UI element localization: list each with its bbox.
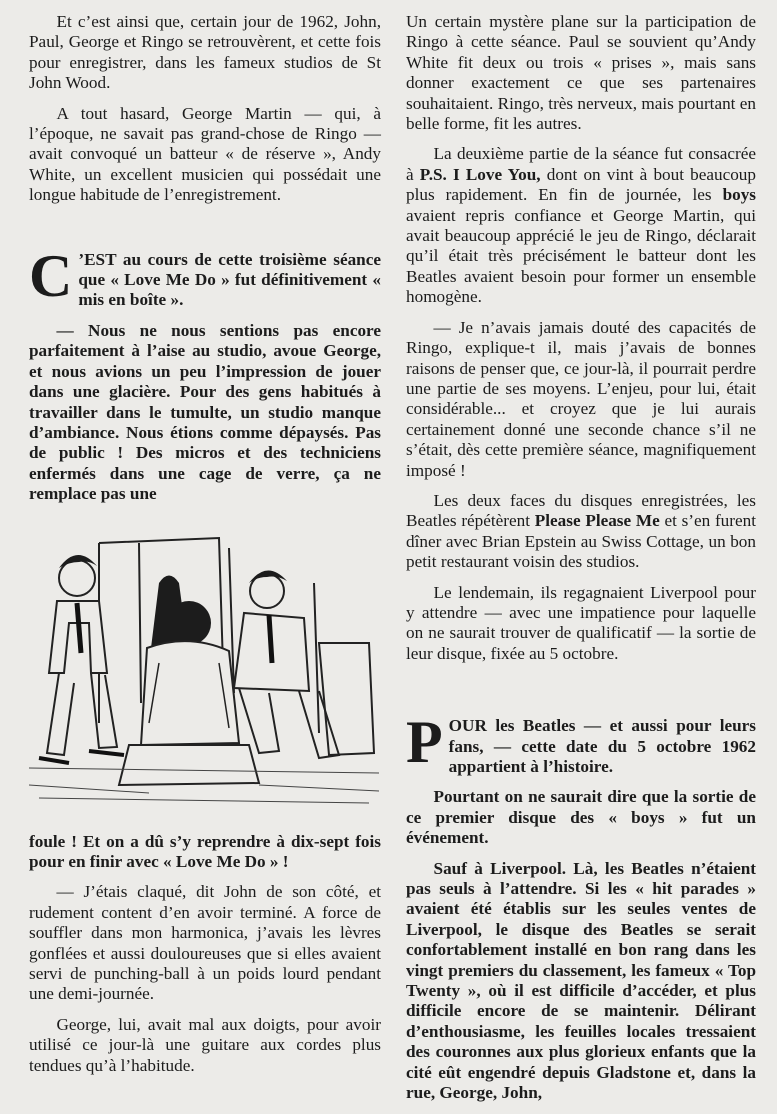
- paragraph: Le lendemain, ils regagnaient Liverpool pour y attendre — avec une impatience pour laquelle on ne saurait trouver de qualificatif — la sortie de leur disque, fixée au 5 octobre.: [406, 582, 756, 663]
- paragraph: A tout hasard, George Martin — qui, à l’époque, ne savait pas grand-chose de Ringo — avait convoqué un batteur « de réserve », Andy White, un excellent musicien qui possédait une longue habitude de l’enregistrement.: [29, 103, 381, 205]
- right-column: [406, 12, 756, 1114]
- paragraph: Pourtant on ne saurait dire que la sortie de ce premier disque des « boys » fut un événement.: [406, 787, 756, 848]
- paragraph: La deuxième partie de la séance fut consacrée à P.S. I Love You, dont on vint à bout beaucoup plus rapidement. En fin de journée, les boys avaient repris confiance et George Martin, qui avait beaucoup apprécié le jeu de Ringo, déclarait qu’il était très précisément le batteur dont les Beatles avaient besoin pour former un ensemble homogène.: [406, 144, 756, 307]
- bold-continuation: [29, 832, 381, 873]
- section-lead: [406, 709, 756, 1103]
- paragraph: — J’étais claqué, dit John de son côté, et rudement content d’en avoir terminé. A force de souffler dans mon harmonica, j’avais les lèvres gonflées et aussi douloureuses que si elles avaient servi de punching-ball à un poids lourd pendant une demi-journée.: [29, 882, 381, 1004]
- paragraph: foule ! Et on a dû s’y reprendre à dix-sept fois pour en finir avec « Love Me Do » !: [29, 831, 381, 871]
- section-lead-text: ’EST au cours de cette troisième séance que « Love Me Do » fut définitivement « mis en boîte ».: [78, 249, 381, 310]
- paragraph: Sauf à Liverpool. Là, les Beatles n’étaient pas seuls à l’attendre. Si les « hit parades » avaient été établis sur les seules ventes de Liverpool, le disque des Beatles se serait confortablement installé en bon rang dans les vingt premiers du classement, les fameux « Top Twenty », où il est difficile d’accéder, et plus difficile encore de se maintenir. Délirant d’enthousiasme, les feuilles locales tressaient des couronnes aux plus glorieux enfants que la cité eût engendré depuis Gladstone et, dans la rue, George, John,: [406, 858, 756, 1103]
- beatles-studio-illustration: [29, 523, 379, 808]
- drop-cap: P: [406, 709, 443, 776]
- song-title: P.S. I Love You,: [419, 164, 541, 184]
- bold-word: boys: [722, 185, 756, 205]
- paragraph: — Nous ne nous sentions pas encore parfaitement à l’aise au studio, avoue George, et nous avions un peu l’impression de jouer dans une glacière. Pour des gens habitués à travailler dans le tumulte, un studio manque d’ambiance. Nous étions comme dépaysés. Pas de public ! Des micros et des techniciens enfermés dans une cage de verre, ça ne remplace pas une: [29, 320, 381, 504]
- left-column: [29, 12, 381, 1086]
- paragraph: Et c’est ainsi que, certain jour de 1962, John, Paul, George et Ringo se retrouvèrent, et cette fois pour enregistrer, dans les fameux studios de St John Wood.: [29, 12, 381, 93]
- paragraph: — Je n’avais jamais douté des capacités de Ringo, explique-t il, mais j’avais de bonnes raisons de penser que, ce jour-là, il pourrait perdre une partie de ses moyens. L’enjeu, pour lui, était considérable... et croyez que je lui aurais certainement donné une seconde chance s’il ne s’était, dès cette première séance, magnifiquement imposé !: [406, 317, 756, 480]
- section-lead-text: OUR les Beatles — et aussi pour leurs fans, — cette date du 5 octobre 1962 appartient à l’histoire.: [448, 716, 756, 776]
- paragraph: Les deux faces du disques enregistrées, les Beatles répétèrent Please Please Me et s’en furent dîner avec Brian Epstein au Swiss Cottage, un bon petit restaurant voisin des studios.: [406, 490, 756, 572]
- section-lead: [29, 242, 381, 505]
- drop-cap: C: [29, 242, 73, 309]
- song-title: Please Please Me: [534, 511, 660, 531]
- paragraph: Un certain mystère plane sur la participation de Ringo à cette séance. Paul se souvient qu’Andy White fit deux ou trois « prises », mais sans donner exactement ce que ses partenaires souhaitaient. Ringo, très nerveux, mais pourtant en belle forme, fit les autres.: [406, 12, 756, 134]
- paragraph: George, lui, avait mal aux doigts, pour avoir utilisé ce jour-là une guitare aux cordes plus tendues qu’à l’habitude.: [29, 1014, 381, 1075]
